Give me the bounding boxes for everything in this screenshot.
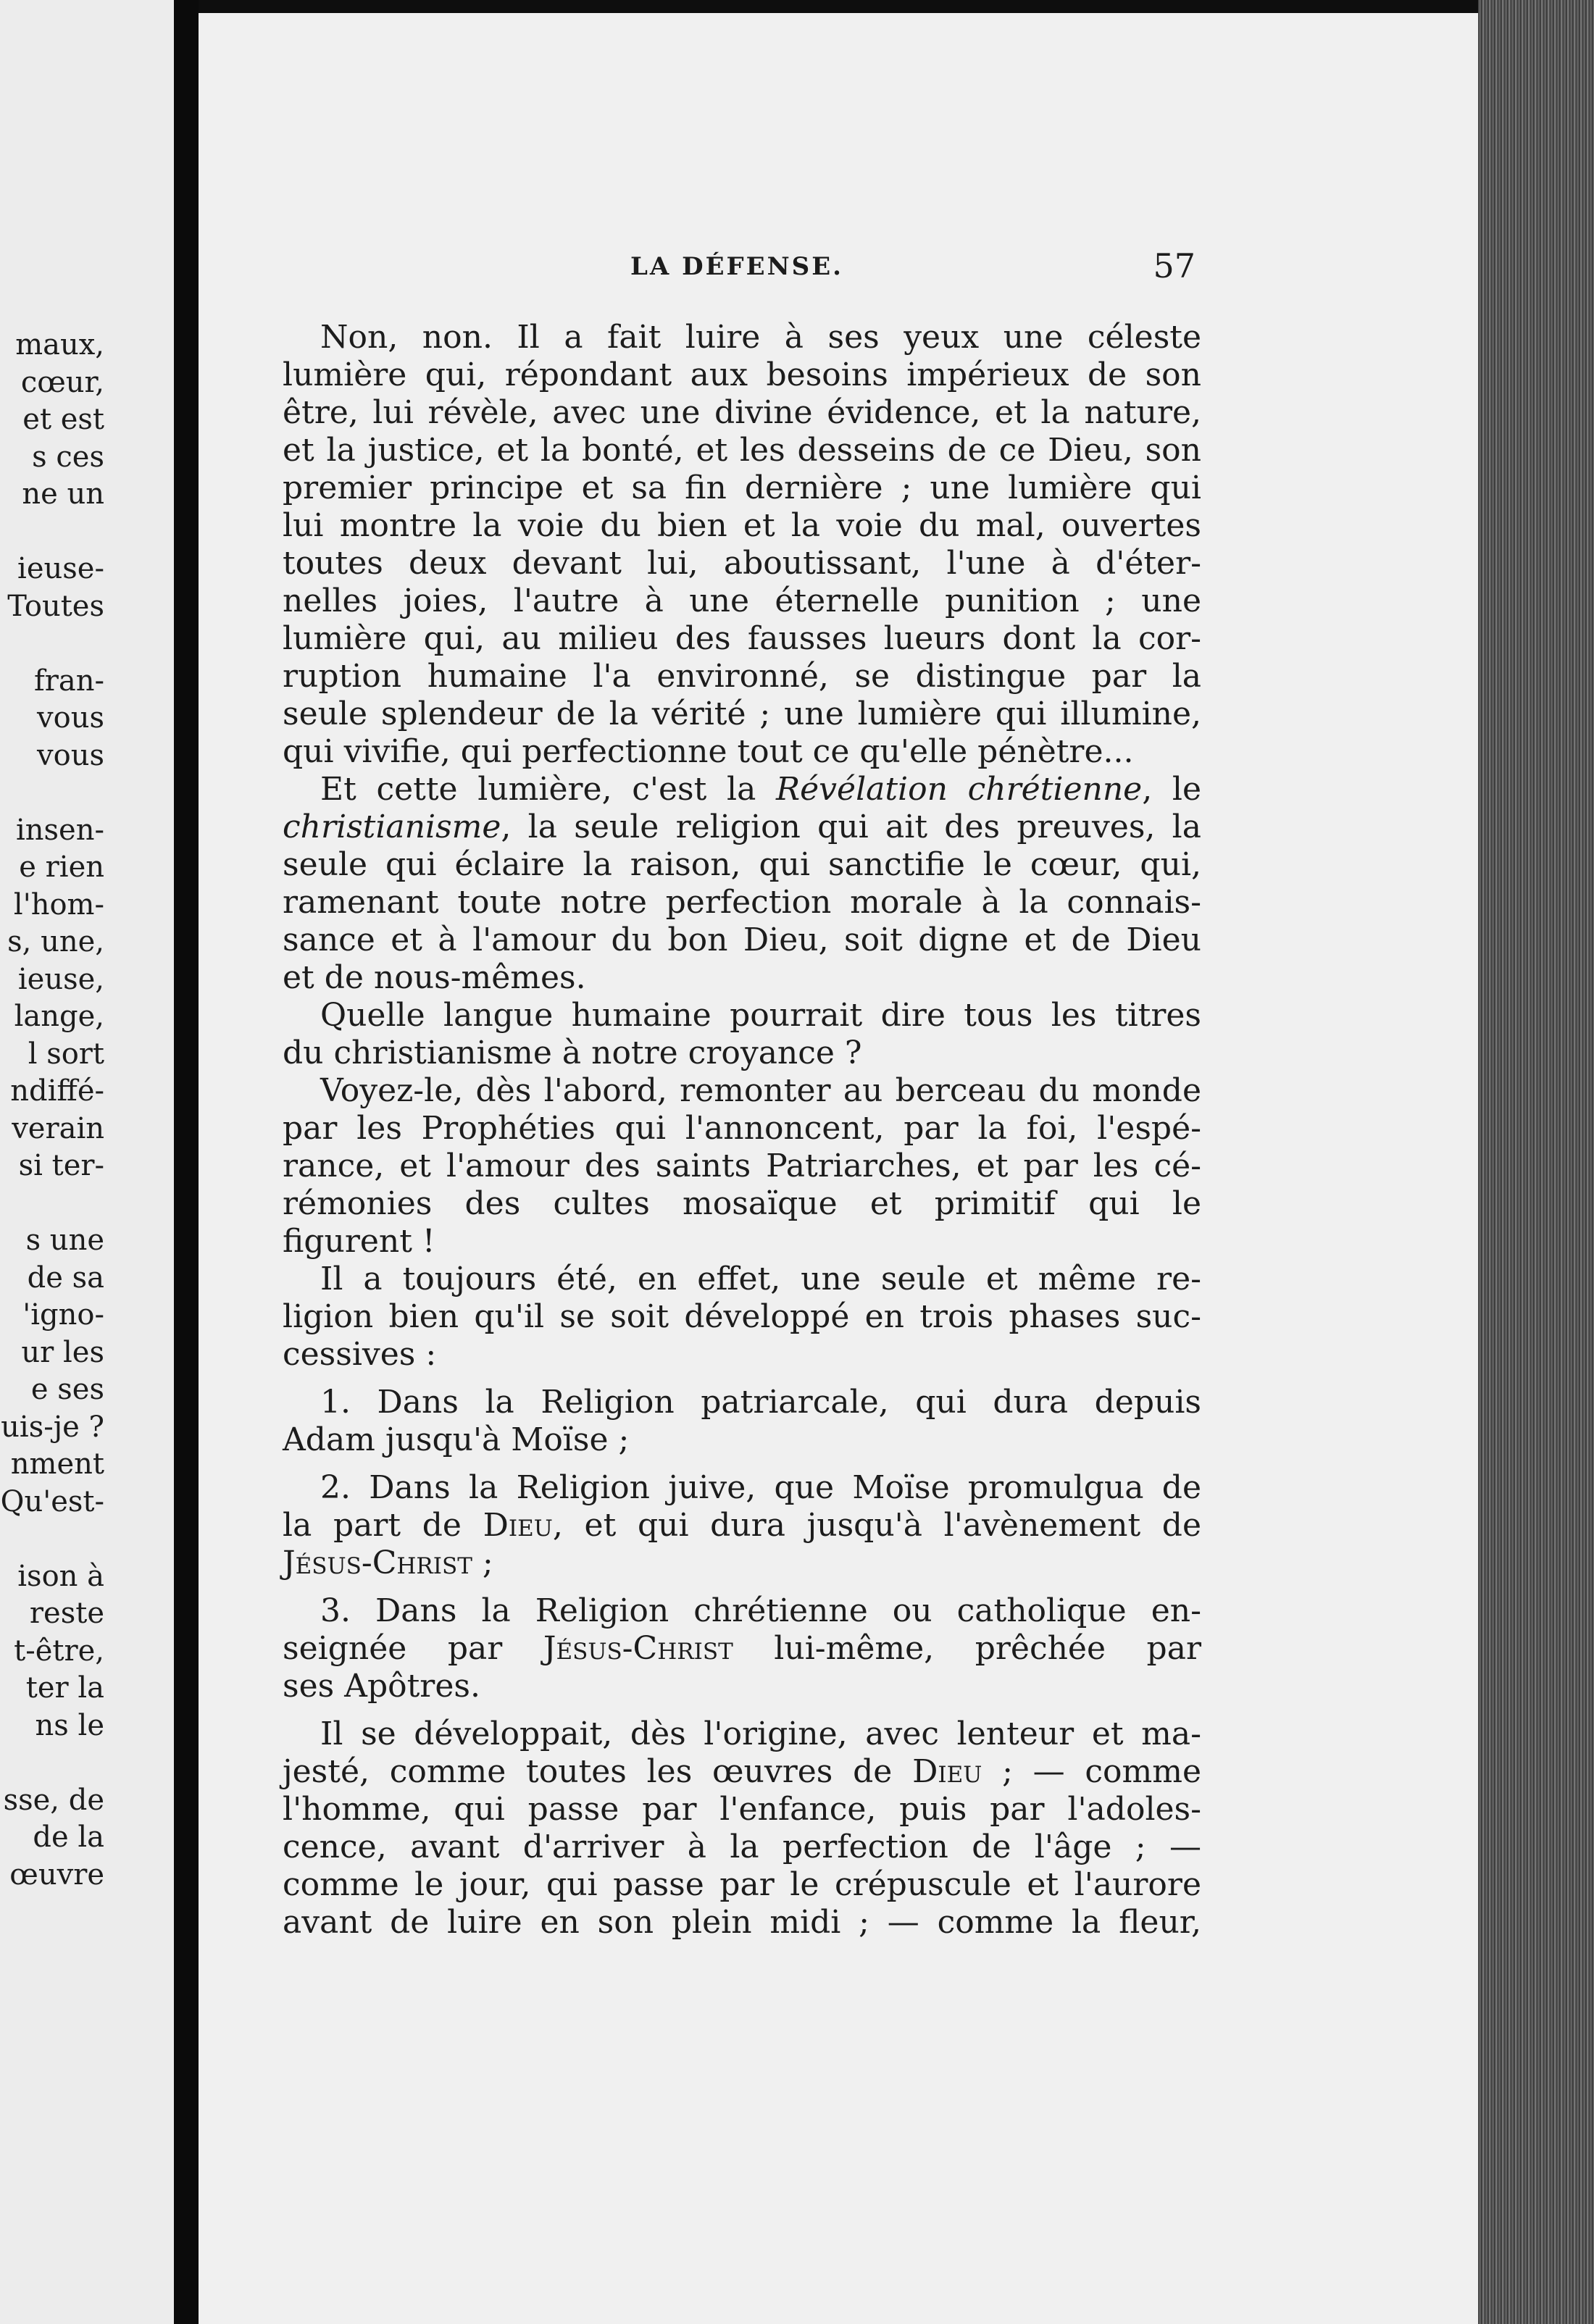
text-line: Adam jusqu'à Moïse ; <box>283 1421 630 1458</box>
facing-page-line: 'igno- <box>22 1298 104 1332</box>
body-text <box>283 319 1201 1941</box>
facing-page-line: ison à <box>17 1559 104 1593</box>
text-line: seule qui éclaire la raison, qui sanctifie le cœur, qui, <box>283 846 1201 883</box>
page-number: 57 <box>1153 246 1196 285</box>
facing-page-line: insen- <box>15 813 104 847</box>
text-line: Quelle langue humaine pourrait dire tous les titres <box>320 997 1201 1034</box>
facing-page-line: verain <box>12 1111 104 1145</box>
text-run: ; <box>472 1545 493 1581</box>
running-head: LA DÉFENSE. <box>630 252 843 281</box>
text-line <box>283 1507 1201 1545</box>
facing-page-line: reste <box>29 1597 104 1630</box>
facing-page-line: de la <box>33 1821 104 1854</box>
text-line <box>283 1545 1201 1582</box>
text-line: cence, avant d'arriver à la perfection de l'âge ; — <box>283 1828 1201 1865</box>
facing-page-line: ur les <box>21 1335 104 1369</box>
paragraph <box>283 771 1201 997</box>
facing-page-line: Toutes <box>7 589 104 623</box>
italic-term: christianisme <box>283 808 501 845</box>
facing-page-line: ne un <box>22 477 104 511</box>
text-run: , le <box>1142 771 1202 808</box>
text-line: figurent ! <box>283 1223 435 1260</box>
facing-page-line: cœur, <box>20 365 104 399</box>
text-line: être, lui révèle, avec une divine évidence, et la nature, <box>283 394 1201 431</box>
text-line: cessives : <box>283 1336 437 1373</box>
page-stack-edge <box>1478 0 1594 2324</box>
text-line: comme le jour, qui passe par le crépuscule et l'aurore <box>283 1866 1201 1903</box>
text-line: ses Apôtres. <box>283 1668 480 1705</box>
text-line: 2. Dans la Religion juive, que Moïse promulgua de <box>320 1469 1201 1506</box>
facing-page-line: fran- <box>33 664 104 698</box>
facing-page-line: s, une, <box>7 925 104 958</box>
text-line: sance et à l'amour du bon Dieu, soit digne et de Dieu <box>283 921 1201 958</box>
facing-page-line: ieuse, <box>17 962 104 996</box>
text-line: du christianisme à notre croyance ? <box>283 1034 862 1071</box>
text-line: 3. Dans la Religion chrétienne ou catholique en- <box>320 1592 1201 1629</box>
facing-page-line: œuvre <box>9 1857 104 1892</box>
text-line: lumière qui, au milieu des fausses lueurs dont la cor- <box>283 620 1201 657</box>
facing-page-line: vous <box>37 701 104 735</box>
facing-page-line: ieuse- <box>17 552 104 585</box>
text-line <box>283 808 1201 846</box>
small-caps-term: Dieu <box>912 1753 982 1790</box>
text-line: ligion bien qu'il se soit développé en trois phases suc- <box>283 1298 1201 1335</box>
facing-page-line: nment <box>10 1447 104 1481</box>
text-run: , et qui dura jusqu'à l'avènement de <box>552 1507 1201 1544</box>
italic-term: Révélation chrétienne <box>776 771 1143 808</box>
text-line: et de nous-mêmes. <box>283 959 586 996</box>
text-line: qui vivifie, qui perfectionne tout ce qu'elle pénètre... <box>283 733 1134 770</box>
small-caps-term: Dieu <box>483 1507 553 1544</box>
text-line: Voyez-le, dès l'abord, remonter au berceau du monde <box>320 1072 1201 1109</box>
facing-page-line: l sort <box>28 1037 104 1071</box>
text-run: Et cette lumière, c'est la <box>320 771 776 808</box>
facing-page-line: ns le <box>35 1708 104 1742</box>
paragraph <box>283 1715 1201 1941</box>
list-item <box>283 1469 1201 1582</box>
facing-page-line: de sa <box>27 1261 104 1295</box>
small-caps-term: Jésus-Christ <box>283 1545 472 1581</box>
text-line: par les Prophéties qui l'annoncent, par la foi, l'espé- <box>283 1110 1201 1147</box>
paragraph <box>283 1261 1201 1374</box>
text-line <box>283 1630 1201 1668</box>
text-line: premier principe et sa fin dernière ; une lumière qui <box>283 469 1201 506</box>
text-run: seignée par <box>283 1630 543 1667</box>
facing-page-line: ter la <box>25 1671 104 1705</box>
facing-page-line: e ses <box>30 1373 104 1406</box>
list-item <box>283 1592 1201 1705</box>
text-line: rance, et l'amour des saints Patriarches, et par les cé- <box>283 1148 1201 1184</box>
text-line: seule splendeur de la vérité ; une lumière qui illumine, <box>283 695 1201 732</box>
text-line: nelles joies, l'autre à une éternelle punition ; une <box>283 582 1201 619</box>
text-line: Non, non. Il a fait luire à ses yeux une céleste <box>320 319 1201 356</box>
text-line: et la justice, et la bonté, et les desseins de ce Dieu, son <box>283 432 1201 469</box>
facing-page-line: s ces <box>32 440 104 474</box>
facing-page-line: maux, <box>15 328 104 361</box>
text-run: , la seule religion qui ait des preuves, la <box>501 808 1201 845</box>
text-line <box>283 1753 1201 1791</box>
text-run: ; — comme <box>982 1753 1201 1790</box>
small-caps-term: Jésus-Christ <box>543 1630 733 1667</box>
page-header <box>283 246 1196 290</box>
text-line: Il a toujours été, en effet, une seule et même re- <box>320 1261 1201 1297</box>
paragraph <box>283 319 1201 771</box>
text-run: jesté, comme toutes les œuvres de <box>283 1753 913 1790</box>
facing-page-line: et est <box>22 403 104 436</box>
paragraph <box>283 1072 1201 1261</box>
facing-page-line: Qu'est- <box>0 1484 104 1518</box>
text-line: avant de luire en son plein midi ; — comme la fleur, <box>283 1904 1201 1941</box>
facing-page-line: sse, de <box>3 1783 104 1817</box>
page-top-shadow <box>199 0 1481 13</box>
facing-page-line: uis-je ? <box>1 1410 104 1444</box>
facing-page-line: e rien <box>19 850 104 884</box>
facing-page-line: lange, <box>14 1000 104 1033</box>
facing-page-line: t-être, <box>14 1634 104 1668</box>
text-line: 1. Dans la Religion patriarcale, qui dura depuis <box>320 1384 1201 1421</box>
text-line: lumière qui, répondant aux besoins impérieux de son <box>283 356 1201 393</box>
text-line: rémonies des cultes mosaïque et primitif qui le <box>283 1185 1201 1222</box>
list-item <box>283 1384 1201 1459</box>
facing-page-line: si ter- <box>18 1149 104 1182</box>
text-line: lui montre la voie du bien et la voie du mal, ouvertes <box>283 507 1201 544</box>
text-line: ramenant toute notre perfection morale à la connais- <box>283 884 1201 921</box>
book-gutter <box>174 0 199 2324</box>
text-run: lui-même, prêchée par <box>733 1630 1201 1667</box>
text-line: ruption humaine l'a environné, se distingue par la <box>283 658 1201 695</box>
text-line: Il se développait, dès l'origine, avec lenteur et ma- <box>320 1715 1201 1752</box>
text-line: l'homme, qui passe par l'enfance, puis par l'adoles- <box>283 1791 1201 1828</box>
text-line <box>283 771 1201 808</box>
facing-page-line: ndiffé- <box>10 1074 104 1108</box>
facing-page-line: s une <box>25 1224 104 1257</box>
paragraph <box>283 997 1201 1072</box>
facing-page-line: l'hom- <box>13 887 104 921</box>
facing-page-fragment <box>0 0 174 2324</box>
facing-page-line: vous <box>37 738 104 772</box>
text-line: toutes deux devant lui, aboutissant, l'une à d'éter- <box>283 545 1201 582</box>
text-run: la part de <box>283 1507 483 1544</box>
